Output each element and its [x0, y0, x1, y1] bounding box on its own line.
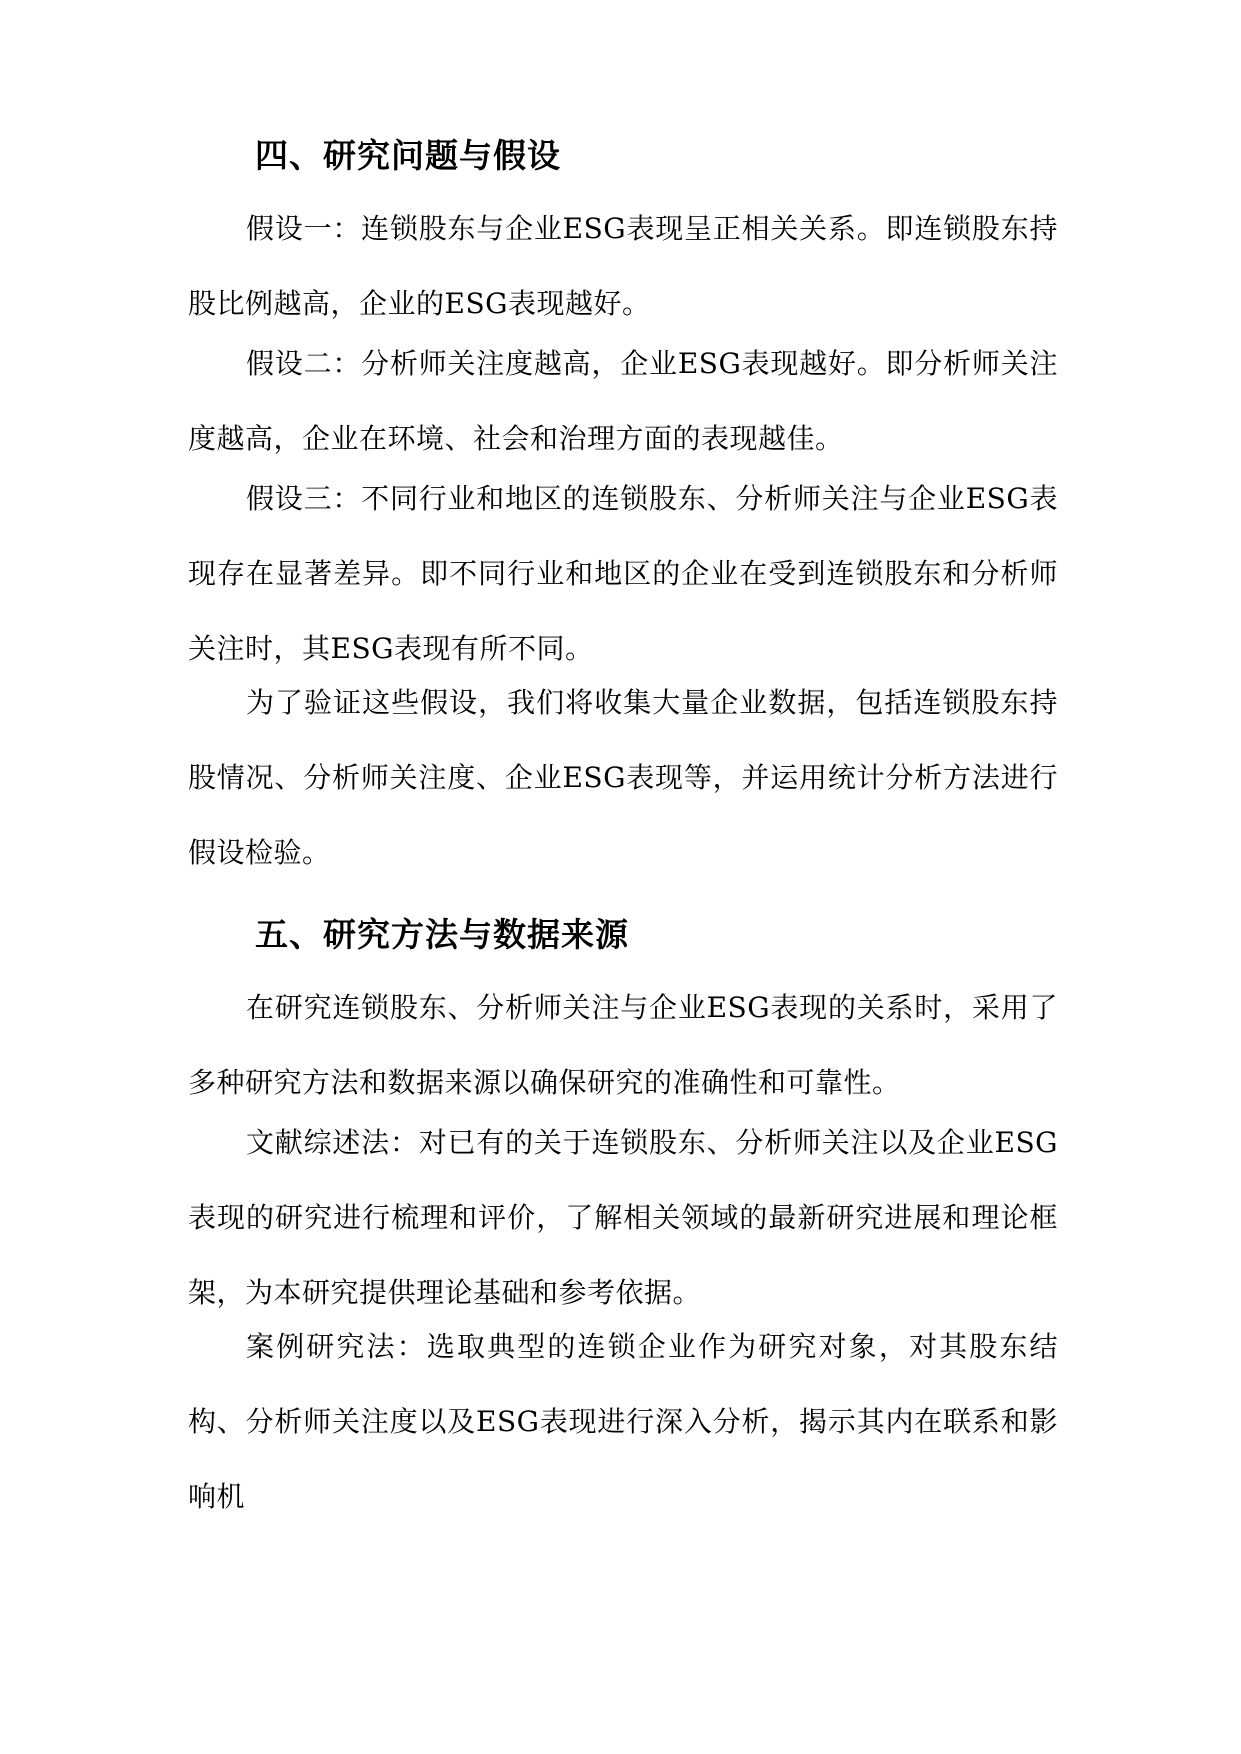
paragraph-methods-intro: 在研究连锁股东、分析师关注与企业ESG表现的关系时，采用了多种研究方法和数据来源以确保研究的准确性和可靠性。 [188, 991, 1058, 1099]
paragraph-hypothesis-1: 假设一：连锁股东与企业ESG表现呈正相关关系。即连锁股东持股比例越高，企业的ESG表现越好。 [188, 212, 1058, 320]
paragraph-hypothesis-3: 假设三：不同行业和地区的连锁股东、分析师关注与企业ESG表现存在显著差异。即不同行业和地区的企业在受到连锁股东和分析师关注时，其ESG表现有所不同。 [188, 482, 1058, 665]
section-heading-5: 五、研究方法与数据来源 [255, 915, 629, 954]
paragraph-verification: 为了验证这些假设，我们将收集大量企业数据，包括连锁股东持股情况、分析师关注度、企业ESG表现等，并运用统计分析方法进行假设检验。 [188, 686, 1058, 869]
paragraph-case-study: 案例研究法：选取典型的连锁企业作为研究对象，对其股东结构、分析师关注度以及ESG表现进行深入分析，揭示其内在联系和影响机 [188, 1330, 1058, 1513]
section-heading-4: 四、研究问题与假设 [255, 136, 561, 175]
paragraph-hypothesis-2: 假设二：分析师关注度越高，企业ESG表现越好。即分析师关注度越高，企业在环境、社会和治理方面的表现越佳。 [188, 347, 1058, 455]
paragraph-literature-review: 文献综述法：对已有的关于连锁股东、分析师关注以及企业ESG表现的研究进行梳理和评价，了解相关领域的最新研究进展和理论框架，为本研究提供理论基础和参考依据。 [188, 1126, 1058, 1309]
